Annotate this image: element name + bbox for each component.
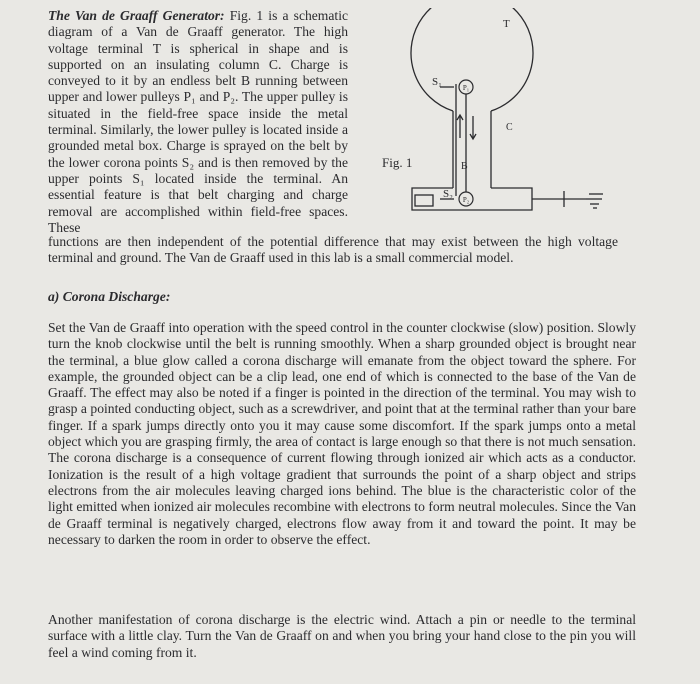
lower-points-label: S₂ — [443, 188, 453, 200]
intro-body: Fig. 1 is a schematic diagram of a Van de Graaff generator. The high voltage terminal T is spherical in shape and is supported on an insulating column C. Charge is conveyed to it by an endless belt B running between upper and lower pulleys P₁ and P₂. The upper pulley is situated in the field-free space inside the metal terminal. Similarly, the lower pulley is located inside a grounded metal box. Charge is sprayed on the belt by the lower corona points S₂ and is then removed by the upper points S₁ located inside the terminal. An essential feature is that belt charging and charge removal are accomplished within field-free spaces. These — [48, 8, 349, 235]
belt-label: B — [461, 161, 468, 172]
figure-caption: Fig. 1 — [382, 155, 413, 170]
van-de-graaff-diagram — [370, 8, 630, 230]
corona-paragraph-1: Set the Van de Graaff into operation with the speed control in the counter clockwise (slow) position. Slowly turn the knob clockwise until the belt is running smoothly. When a sharp grounded object is brought near the terminal, a blue glow called a corona discharge will emanate from the object toward the sphere. For example, the grounded object can be a clip lead, one end of which is connected to the base of the Van de Graaff. The effect may also be noted if a finger is pointed in the direction of the terminal. You may wish to grasp a pointed conducting object, such as a screwdriver, and point that at the terminal rather than your bare finger. If a spark jumps directly onto you it may cause some discomfort. If the spark jumps onto a metal object which you are grasping firmly, the area of contact is large enough so that there is not much sensation. The corona discharge is a consequence of current flowing through ionized air which acts as a conductor. Ionization is the result of a high voltage gradient that surrounds the point of a sharp object and strips electrons from the air molecules leaving charged ions behind. The blue is the characteristic color of the light emitted when ionized air molecules recombine with electrons to form neutral molecules. Since the Van de Graaff terminal is negatively charged, electrons flow away from it and toward the point. It may be necessary to darken the room in order to observe the effect. — [48, 320, 636, 547]
lower-pulley-label: P₂ — [462, 196, 470, 204]
terminal-label: T — [503, 18, 510, 30]
intro-paragraph — [48, 8, 348, 236]
upper-points-label: S₁ — [432, 76, 442, 88]
upper-pulley-label: P₁ — [462, 84, 470, 92]
column-label: C — [506, 122, 513, 133]
terminal-sphere — [411, 8, 533, 111]
intro-continuation: functions are then independent of the potential difference that may exist between the high voltage terminal and ground. The Van de Graaff used in this lab is a small commercial model. — [48, 234, 618, 266]
van-de-graaff-figure — [370, 8, 630, 230]
motor-box — [415, 195, 433, 206]
corona-paragraph-2: Another manifestation of corona discharge is the electric wind. Attach a pin or needle to the terminal surface with a little clay. Turn the Van de Graaff on and when you bring your hand close to the pin you will feel a wind coming from it. — [48, 612, 636, 660]
section-heading: a) Corona Discharge: — [48, 289, 171, 304]
intro-lead: The Van de Graaff Generator: — [48, 8, 225, 23]
